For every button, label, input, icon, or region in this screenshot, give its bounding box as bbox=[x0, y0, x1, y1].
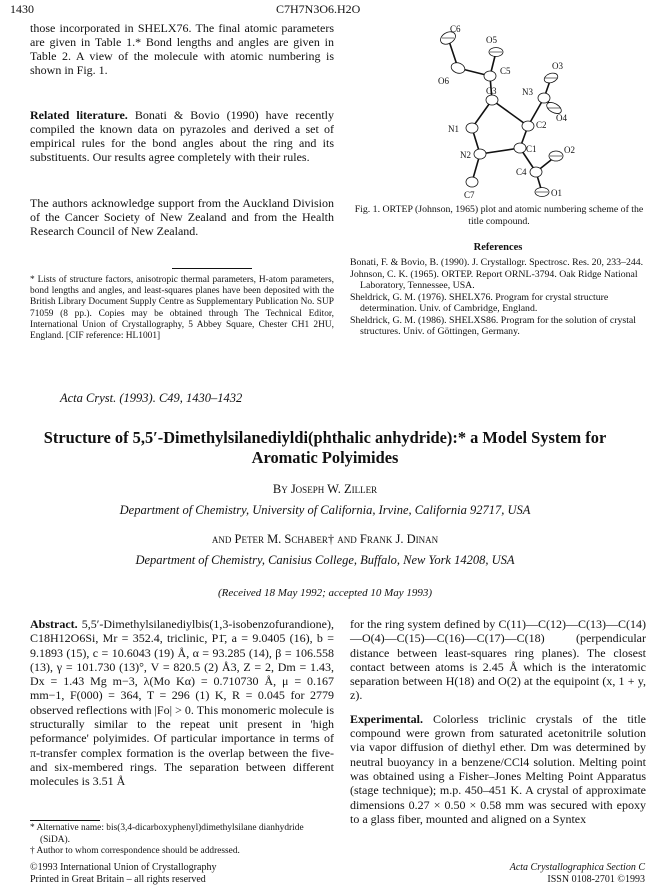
journal-footer bbox=[440, 862, 645, 886]
ortep-figure bbox=[406, 22, 621, 200]
footnote-alternative-name: * Alternative name: bis(3,4-dicarboxyphenyl)dimethylsilane dianhydride (SiDA). bbox=[30, 823, 304, 845]
copyright-line: ©1993 International Union of Crystallography bbox=[30, 862, 217, 873]
affiliation-2: Department of Chemistry, Canisius College, Buffalo, New York 14208, USA bbox=[135, 553, 515, 567]
atom-label-c7: C7 bbox=[464, 190, 475, 200]
abstract-label: Abstract. bbox=[30, 617, 78, 631]
atom-label-o1: O1 bbox=[551, 188, 562, 198]
issn-line: ISSN 0108-2701 ©1993 bbox=[547, 874, 645, 885]
reference-item: Sheldrick, G. M. (1976). SHELX76. Program for crystal structure determination. Univ. of Cambridge, England. bbox=[350, 291, 609, 314]
experimental-paragraph bbox=[350, 712, 646, 826]
related-literature-text: Bonati & Bovio (1990) have recently compiled the known data on pyrazoles and derived a set of empirical rules for the bond angles about the ring and its substituents. Our results agree completely with their rules. bbox=[30, 108, 334, 164]
abstract bbox=[30, 617, 334, 789]
atom-label-c6: C6 bbox=[450, 24, 461, 34]
footnote-rule-2 bbox=[30, 820, 100, 821]
footnote-correspondence: † Author to whom correspondence should be addressed. bbox=[30, 846, 240, 856]
atom-label-o3: O3 bbox=[552, 61, 563, 71]
page-number: 1430 bbox=[10, 2, 34, 16]
paragraph-related-literature bbox=[30, 108, 334, 164]
byline-author-1: By Joseph W. Ziller bbox=[272, 482, 378, 496]
atom-label-n3: N3 bbox=[522, 87, 533, 97]
reference-item: Sheldrick, G. M. (1986). SHELXS86. Program for the solution of crystal structures. Univ. of Göttingen, Germany. bbox=[350, 314, 636, 337]
references-heading: References bbox=[473, 242, 523, 253]
printed-line: Printed in Great Britain – all rights reserved bbox=[30, 874, 206, 885]
experimental-label: Experimental. bbox=[350, 711, 423, 726]
byline-authors-2: and Peter M. Schaber† and Frank J. Dinan bbox=[211, 532, 439, 546]
article-footnotes bbox=[30, 823, 334, 858]
related-literature-label: Related literature. bbox=[30, 108, 128, 122]
right-column-text bbox=[350, 617, 646, 826]
atom-label-o5: O5 bbox=[486, 35, 497, 45]
references-list bbox=[350, 257, 646, 338]
article-title: Structure of 5,5′-Dimethylsilanediyldi(phthalic anhydride):* a Model System for Aromatic Polyimides bbox=[43, 428, 607, 467]
atom-label-n1: N1 bbox=[448, 124, 459, 134]
atom-label-o6: O6 bbox=[438, 76, 449, 86]
received-dates: (Received 18 May 1992; accepted 10 May 1993) bbox=[217, 587, 433, 599]
deposition-footnote: * Lists of structure factors, anisotropic thermal parameters, H-atom parameters, bond lengths and angles, and least-squares planes have been deposited with the British Library Document Supply Centre as Supplementary Publication No. SUP 71059 (8 pp.). Copies may be obtained through The Technical Editor, International Union of Crystallography, 5 Abbey Square, Chester CH1 2HU, England. [CIF reference: HL1001] bbox=[30, 275, 334, 342]
atom-label-o4: O4 bbox=[556, 113, 567, 123]
footnote-rule bbox=[172, 268, 252, 269]
atom-label-c2: C2 bbox=[536, 120, 547, 130]
reference-item: Johnson, C. K. (1965). ORTEP. Report ORNL-3794. Oak Ridge National Laboratory, Tennessee, USA. bbox=[350, 268, 638, 291]
running-title: C7H7N3O6.H2O bbox=[276, 2, 361, 16]
atom-label-c3: C3 bbox=[486, 86, 497, 96]
ring-system-paragraph: for the ring system defined by C(11)—C(12)—C(13)—C(14)—O(4)—C(15)—C(16)—C(17)—C(18) (perpendicular distance between least-squares ring planes). The closest contact between atoms is 2.45 Å which is the interatomic separation between H(18) and O(2) at the equipoint (x, 1 + y, z). bbox=[350, 617, 646, 703]
experimental-text: Colorless triclinic crystals of the title compound were grown from saturated acetonitrile solution via vapor diffusion of diethyl ether. Dm was determined by neutral buoyancy in a benzene/CCl4 solution. Melting point was obtained using a Fisher–Jones Melting Point Apparatus (stage technique); m.p. 450–451 K. A crystal of approximate dimensions 0.27 × 0.50 × 0.58 mm was secured with epoxy to a glass fiber, mounted and aligned on a Syntex bbox=[350, 711, 646, 826]
copyright-footer bbox=[30, 862, 216, 886]
paragraph-refinement: those incorporated in SHELX76. The final atomic parameters are given in Table 1.* Bond lengths and angles are given in Table 2. A view of the molecule with atomic numbering is shown in Fig. 1. bbox=[30, 21, 334, 77]
reference-item: Bonati, F. & Bovio, B. (1990). J. Crystallogr. Spectrosc. Res. 20, 233–244. bbox=[350, 257, 644, 268]
affiliation-1: Department of Chemistry, University of California, Irvine, California 92717, USA bbox=[119, 503, 531, 517]
atom-label-c5: C5 bbox=[500, 66, 511, 76]
journal-citation: Acta Cryst. (1993). C49, 1430–1432 bbox=[60, 391, 243, 405]
journal-section-line: Acta Crystallographica Section C bbox=[509, 862, 645, 873]
abstract-text: 5,5′-Dimethylsilanediylbis(1,3-isobenzofurandione), C18H12O6Si, Mr = 352.4, triclinic, P1̄, a = 9.0405 (16), b = 9.1893 (15), c = 10.6043 (19) Å, α = 93.285 (14), β = 106.558 (13), γ = 101.730 (13)°, V = 820.5 (2) Å3, Z = 2, Dm = 1.43, Dx = 1.43 Mg m−3, λ(Mo Kα) = 0.710730 Å, μ = 0.167 mm−1, F(000) = 364, T = 296 (1) K, R = 0.045 for 2779 observed reflections with |Fo| > 0. This monomeric molecule is structurally similar to the repeat unit present in 'high peformance' polyimides. Of particular importance in terms of π-transfer complex formation is the overlap between the five- and six-membered rings. The separation between different molecules is 3.51 Å bbox=[30, 617, 334, 789]
atom-label-n2: N2 bbox=[460, 150, 471, 160]
atom-label-c4: C4 bbox=[516, 167, 527, 177]
paragraph-acknowledgement: The authors acknowledge support from the Auckland Division of the Cancer Society of New Zealand and from the Health Research Council of New Zealand. bbox=[30, 196, 334, 238]
atom-label-c1: C1 bbox=[526, 144, 537, 154]
figure-caption: Fig. 1. ORTEP (Johnson, 1965) plot and atomic numbering scheme of the title compound. bbox=[354, 204, 644, 227]
atom-label-o2: O2 bbox=[564, 145, 575, 155]
